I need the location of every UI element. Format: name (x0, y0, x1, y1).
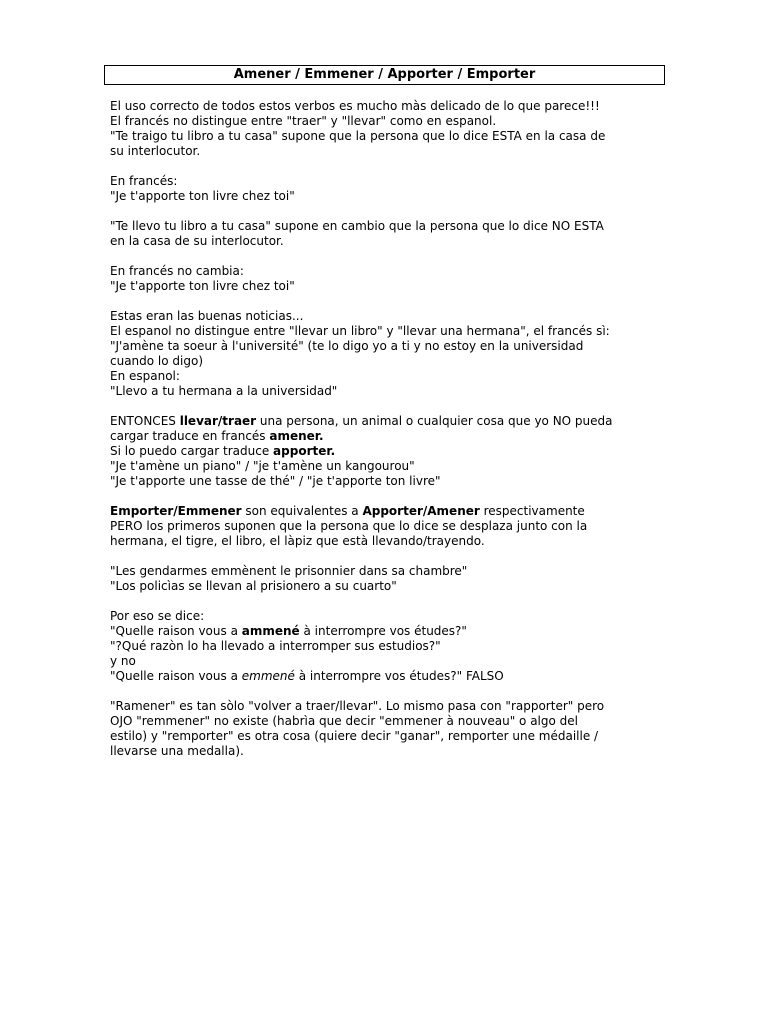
text-line (110, 339, 662, 354)
text-run: Por eso se dice: (110, 609, 205, 623)
text-line (110, 414, 662, 429)
text-line (110, 564, 662, 579)
paragraph (110, 699, 662, 759)
text-line (110, 669, 662, 684)
paragraph (110, 609, 662, 684)
text-run: Si lo puedo cargar traduce (110, 444, 274, 458)
text-line (110, 429, 662, 444)
text-run: El espanol no distingue entre "llevar un libro" y "llevar una hermana", el francés sì: (110, 324, 610, 338)
text-run: llevarse una medalla). (110, 744, 244, 758)
text-run: "Les gendarmes emmènent le prisonnier dans sa chambre" (110, 564, 468, 578)
text-line (110, 189, 662, 204)
paragraph (110, 309, 662, 399)
text-run: en la casa de su interlocutor. (110, 234, 284, 248)
text-run: su interlocutor. (110, 144, 201, 158)
paragraph (110, 219, 662, 249)
text-run: "Quelle raison vous a (110, 669, 242, 683)
text-line (110, 369, 662, 384)
text-line (110, 144, 662, 159)
text-run: "Los policìas se llevan al prisionero a su cuarto" (110, 579, 397, 593)
text-line (110, 99, 662, 114)
text-run: son equivalentes a (241, 504, 363, 518)
text-line (110, 279, 662, 294)
paragraph (110, 504, 662, 549)
text-run: "?Qué razòn lo ha llevado a interromper sus estudios?" (110, 639, 441, 653)
text-line (110, 264, 662, 279)
text-run: estilo) y "remporter" es otra cosa (quiere decir "ganar", remporter une médaille / (110, 729, 599, 743)
text-run: à interrompre vos études?" FALSO (294, 669, 504, 683)
text-line (110, 714, 662, 729)
paragraph (110, 264, 662, 294)
text-run: "Ramener" es tan sòlo "volver a traer/llevar". Lo mismo pasa con "rapporter" pero (110, 699, 605, 713)
text-run: "J'amène ta soeur à l'université" (te lo digo yo a ti y no estoy en la universidad (110, 339, 584, 353)
text-line (110, 324, 662, 339)
bold-text: llevar/traer (179, 414, 257, 428)
text-line (110, 729, 662, 744)
paragraph (110, 414, 662, 489)
text-run: "Je t'apporte ton livre chez toi" (110, 189, 295, 203)
text-line (110, 744, 662, 759)
bold-text: Apporter/Amener (362, 504, 480, 518)
text-run: cargar traduce en francés (110, 429, 270, 443)
text-run: El francés no distingue entre "traer" y "llevar" como en espanol. (110, 114, 497, 128)
text-line (110, 699, 662, 714)
text-line (110, 174, 662, 189)
text-line (110, 474, 662, 489)
text-line (110, 114, 662, 129)
text-run: En francés no cambia: (110, 264, 244, 278)
text-line (110, 129, 662, 144)
bold-text: apporter. (273, 444, 336, 458)
bold-text: ammené (241, 624, 300, 638)
text-line (110, 639, 662, 654)
document-title: Amener / Emmener / Apporter / Emporter (104, 65, 665, 85)
paragraph (110, 564, 662, 594)
text-run: ENTONCES (110, 414, 180, 428)
text-line (110, 534, 662, 549)
bold-text: Emporter/Emmener (110, 504, 242, 518)
text-run: à interrompre vos études?" (299, 624, 467, 638)
text-line (110, 309, 662, 324)
text-line (110, 354, 662, 369)
text-run: y no (110, 654, 136, 668)
text-line (110, 384, 662, 399)
text-run: una persona, un animal o cualquier cosa que yo NO pueda (256, 414, 613, 428)
text-run: respectivamente (479, 504, 585, 518)
text-run: Estas eran las buenas noticias... (110, 309, 304, 323)
text-line (110, 504, 662, 519)
text-line (110, 219, 662, 234)
paragraph (110, 174, 662, 204)
text-run: OJO "remmener" no existe (habrìa que decir "emmener à nouveau" o algo del (110, 714, 578, 728)
paragraph (110, 99, 662, 159)
text-run: "Je t'apporte ton livre chez toi" (110, 279, 295, 293)
text-line (110, 579, 662, 594)
bold-text: amener. (269, 429, 324, 443)
document-body (110, 99, 662, 774)
text-run: "Je t'apporte une tasse de thé" / "je t'apporte ton livre" (110, 474, 441, 488)
text-line (110, 234, 662, 249)
text-run: hermana, el tigre, el libro, el làpiz que està llevando/trayendo. (110, 534, 485, 548)
text-line (110, 609, 662, 624)
text-run: El uso correcto de todos estos verbos es mucho màs delicado de lo que parece!!! (110, 99, 600, 113)
text-run: "Je t'amène un piano" / "je t'amène un kangourou" (110, 459, 415, 473)
text-run: "Te traigo tu libro a tu casa" supone que la persona que lo dice ESTA en la casa de (110, 129, 606, 143)
text-run: cuando lo digo) (110, 354, 204, 368)
text-line (110, 459, 662, 474)
text-line (110, 654, 662, 669)
text-run: "Te llevo tu libro a tu casa" supone en cambio que la persona que lo dice NO ESTA (110, 219, 604, 233)
text-line (110, 444, 662, 459)
text-run: En francés: (110, 174, 178, 188)
text-run: PERO los primeros suponen que la persona que lo dice se desplaza junto con la (110, 519, 588, 533)
text-run: "Quelle raison vous a (110, 624, 242, 638)
text-run: "Llevo a tu hermana a la universidad" (110, 384, 338, 398)
text-line (110, 519, 662, 534)
text-line (110, 624, 662, 639)
italic-text: emmené (241, 669, 295, 683)
text-run: En espanol: (110, 369, 180, 383)
